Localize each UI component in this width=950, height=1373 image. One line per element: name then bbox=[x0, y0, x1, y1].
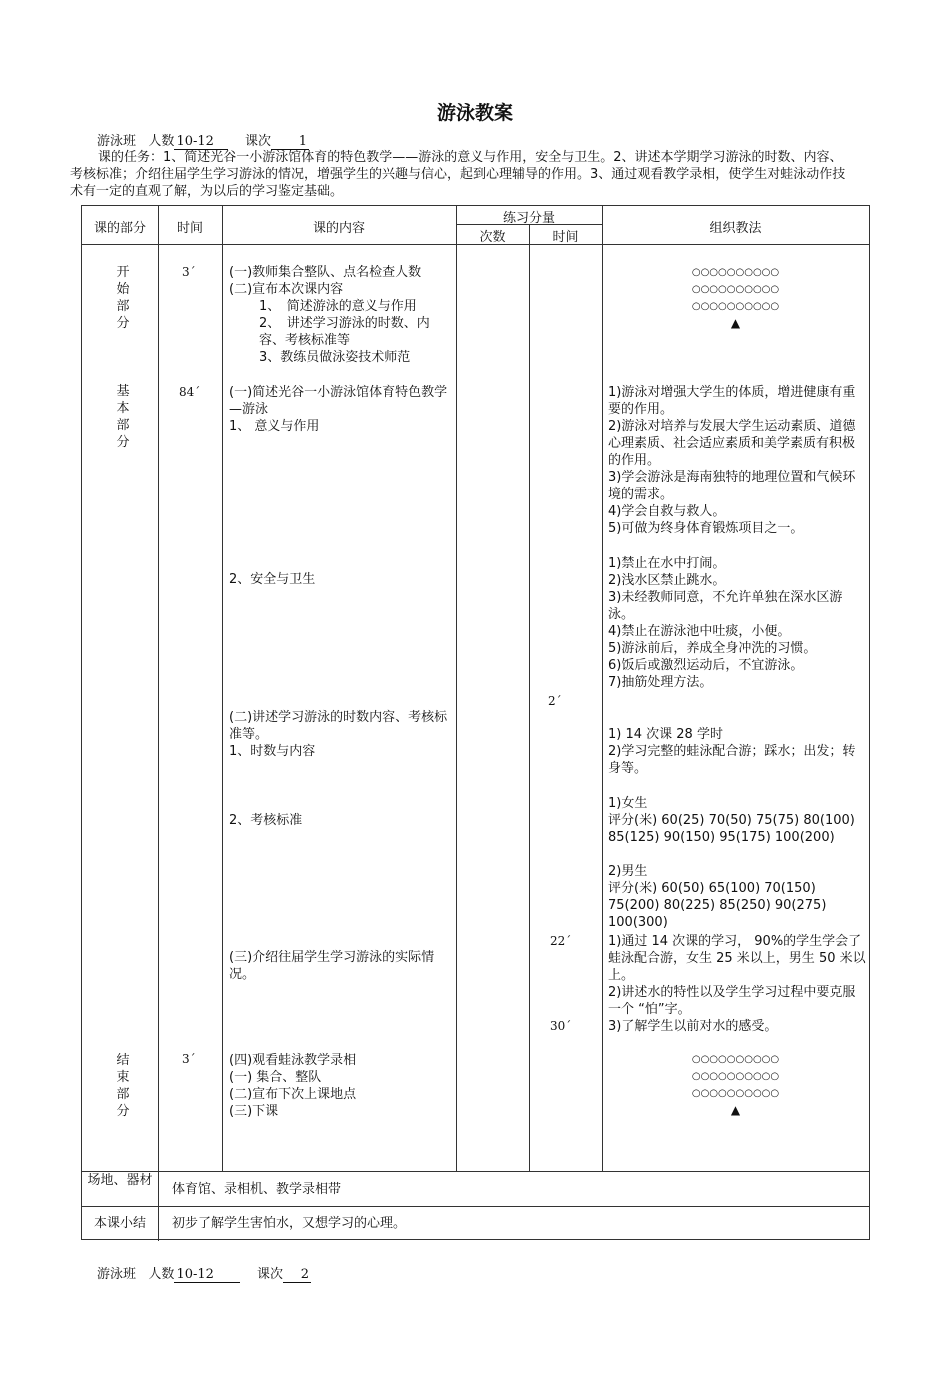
basic-c3: (三)介绍往届学生学习游泳的实际情况。 bbox=[229, 950, 435, 982]
basic-c2: (二)讲述学习游泳的时数内容、考核标准等。 bbox=[229, 710, 448, 742]
method-meaning-1: 1)游泳对增强大学生的体质，增进健康有重要的作用。 bbox=[608, 385, 856, 417]
method-safety-2: 2)浅水区禁止跳水。 bbox=[608, 573, 726, 588]
basic-c4: (四)观看蛙泳教学录相 bbox=[229, 1053, 357, 1068]
venue-label: 场地、器材 bbox=[87, 1173, 153, 1188]
method-safety-3: 3)未经教师同意，不允许单独在深水区游泳。 bbox=[608, 590, 843, 622]
time-start: 3´ bbox=[182, 265, 196, 279]
time-end: 3´ bbox=[182, 1052, 196, 1066]
practice-time-3: 30´ bbox=[550, 1019, 572, 1033]
method-safety-4: 4)禁止在游泳池中吐痰，小便。 bbox=[608, 624, 791, 639]
method-experience bbox=[608, 933, 866, 1035]
start-item-1: (一)教师集合整队、点名检查人数 bbox=[229, 265, 422, 280]
method-experience-2: 2)讲述水的特性以及学生学习过程中要克服一个 “怕”字。 bbox=[608, 985, 856, 1017]
lesson2-meta bbox=[97, 1263, 311, 1283]
method-safety-6: 6)饭后或激烈运动后，不宜游泳。 bbox=[608, 658, 804, 673]
start-item-3: 1、 简述游泳的意义与作用 bbox=[259, 299, 417, 314]
page-title: 游泳教案 bbox=[436, 102, 513, 124]
class-name: 游泳班 bbox=[97, 134, 137, 149]
method-hours-1: 1) 14 次课 28 学时 bbox=[608, 727, 723, 742]
end-content bbox=[229, 1069, 451, 1120]
method-hours-2: 2)学习完整的蛙泳配合游；踩水；出发；转身等。 bbox=[608, 744, 856, 776]
start-content bbox=[229, 264, 451, 366]
method-experience-3: 3)了解学生以前对水的感受。 bbox=[608, 1019, 778, 1034]
header-count: 次数 bbox=[479, 230, 506, 245]
lesson1-meta bbox=[97, 130, 309, 150]
header-practice-time: 时间 bbox=[552, 230, 579, 245]
method-male-2: 评分(米) 60(50) 65(100) 70(150) 75(200) 80(225) 85(250) 90(275) 100(300) bbox=[608, 881, 827, 930]
formation-end bbox=[602, 1051, 869, 1119]
practice-time-2: 22´ bbox=[550, 934, 572, 948]
formation-row: ○○○○○○○○○○ bbox=[691, 1071, 780, 1082]
basic-c2a: 1、时数与内容 bbox=[229, 744, 316, 759]
part-end: 结束部分 bbox=[116, 1053, 130, 1119]
method-hours bbox=[608, 726, 866, 777]
header-time: 时间 bbox=[176, 221, 203, 236]
session-value: 1 bbox=[271, 134, 309, 150]
formation-start bbox=[602, 264, 869, 332]
summary-label: 本课小结 bbox=[93, 1216, 146, 1231]
count-label: 人数 bbox=[148, 1267, 175, 1282]
part-basic: 基本部分 bbox=[116, 384, 130, 450]
method-female-2: 评分(米) 60(25) 70(50) 75(75) 80(100) 85(125) 90(150) 95(175) 100(200) bbox=[608, 813, 855, 845]
start-item-5: 3、教练员做泳姿技术师范 bbox=[259, 350, 411, 365]
method-male bbox=[608, 863, 866, 931]
method-experience-1: 1)通过 14 次课的学习， 90%的学生学会了蛙泳配合游，女生 25 米以上，男生 50 米以上。 bbox=[608, 934, 866, 983]
end-item-3: (三)下课 bbox=[229, 1104, 279, 1119]
method-meaning bbox=[608, 384, 866, 537]
venue-value: 体育馆、录相机、教学录相带 bbox=[172, 1182, 342, 1197]
header-method: 组织教法 bbox=[709, 221, 762, 236]
formation-row: ○○○○○○○○○○ bbox=[691, 301, 780, 312]
session-label: 课次 bbox=[256, 1267, 283, 1282]
summary-value: 初步了解学生害怕水，又想学习的心理。 bbox=[172, 1216, 407, 1231]
session-value: 2 bbox=[283, 1267, 311, 1283]
teacher-marker-icon: ▲ bbox=[730, 316, 741, 330]
formation-row: ○○○○○○○○○○ bbox=[691, 284, 780, 295]
count-value: 10-12 bbox=[174, 1267, 240, 1283]
method-meaning-3: 3)学会游泳是海南独特的地理位置和气候环境的需求。 bbox=[608, 470, 856, 502]
session-label: 课次 bbox=[244, 134, 271, 149]
header-content: 课的内容 bbox=[312, 221, 365, 236]
lesson-task: 课的任务：1、简述光谷一小游泳馆体育的特色教学——游泳的意义与作用，安全与卫生。2、讲述本学期学习游泳的时数、内容、考核标准；介绍往届学生学习游泳的情况，增强学生的兴趣与信心，起到心理辅导的作用。3、通过观看教学录相，使学生对蛙泳动作技术有一定的直观了解，为以后的学习鉴定基础。 bbox=[70, 150, 846, 199]
method-safety bbox=[608, 555, 866, 691]
end-item-1: (一) 集合、整队 bbox=[229, 1070, 322, 1085]
time-basic: 84´ bbox=[179, 385, 201, 399]
teacher-marker-icon: ▲ bbox=[730, 1103, 741, 1117]
start-item-4: 2、 讲述学习游泳的时数、内容、考核标准等 bbox=[259, 316, 430, 348]
basic-c2b: 2、考核标准 bbox=[229, 813, 303, 828]
count-label: 人数 bbox=[148, 134, 175, 149]
method-safety-5: 5)游泳前后，养成全身冲洗的习惯。 bbox=[608, 641, 817, 656]
part-start: 开始部分 bbox=[116, 265, 130, 331]
method-male-1: 2)男生 bbox=[608, 864, 648, 879]
start-item-2: (二)宣布本次课内容 bbox=[229, 282, 344, 297]
method-safety-1: 1)禁止在水中打闹。 bbox=[608, 556, 726, 571]
formation-row: ○○○○○○○○○○ bbox=[691, 267, 780, 278]
header-practice: 练习分量 bbox=[502, 211, 555, 226]
basic-c1b: 2、安全与卫生 bbox=[229, 572, 316, 587]
lesson-table bbox=[81, 205, 870, 1240]
method-meaning-2: 2)游泳对培养与发展大学生运动素质、道德心理素质、社会适应素质和美学素质有积极的作用。 bbox=[608, 419, 856, 468]
method-safety-7: 7)抽筋处理方法。 bbox=[608, 675, 713, 690]
method-female bbox=[608, 795, 866, 846]
basic-c1: (一)简述光谷一小游泳馆体育特色教学—游泳 bbox=[229, 385, 448, 417]
header-part: 课的部分 bbox=[93, 221, 146, 236]
practice-time-1: 2´ bbox=[548, 694, 562, 708]
count-value: 10-12 bbox=[174, 134, 228, 150]
method-female-1: 1)女生 bbox=[608, 796, 648, 811]
basic-c1a: 1、 意义与作用 bbox=[229, 419, 320, 434]
method-meaning-5: 5)可做为终身体育锻炼项目之一。 bbox=[608, 521, 804, 536]
formation-row: ○○○○○○○○○○ bbox=[691, 1088, 780, 1099]
class-name: 游泳班 bbox=[97, 1267, 137, 1282]
formation-row: ○○○○○○○○○○ bbox=[691, 1054, 780, 1065]
method-meaning-4: 4)学会自救与救人。 bbox=[608, 504, 726, 519]
end-item-2: (二)宣布下次上课地点 bbox=[229, 1087, 357, 1102]
